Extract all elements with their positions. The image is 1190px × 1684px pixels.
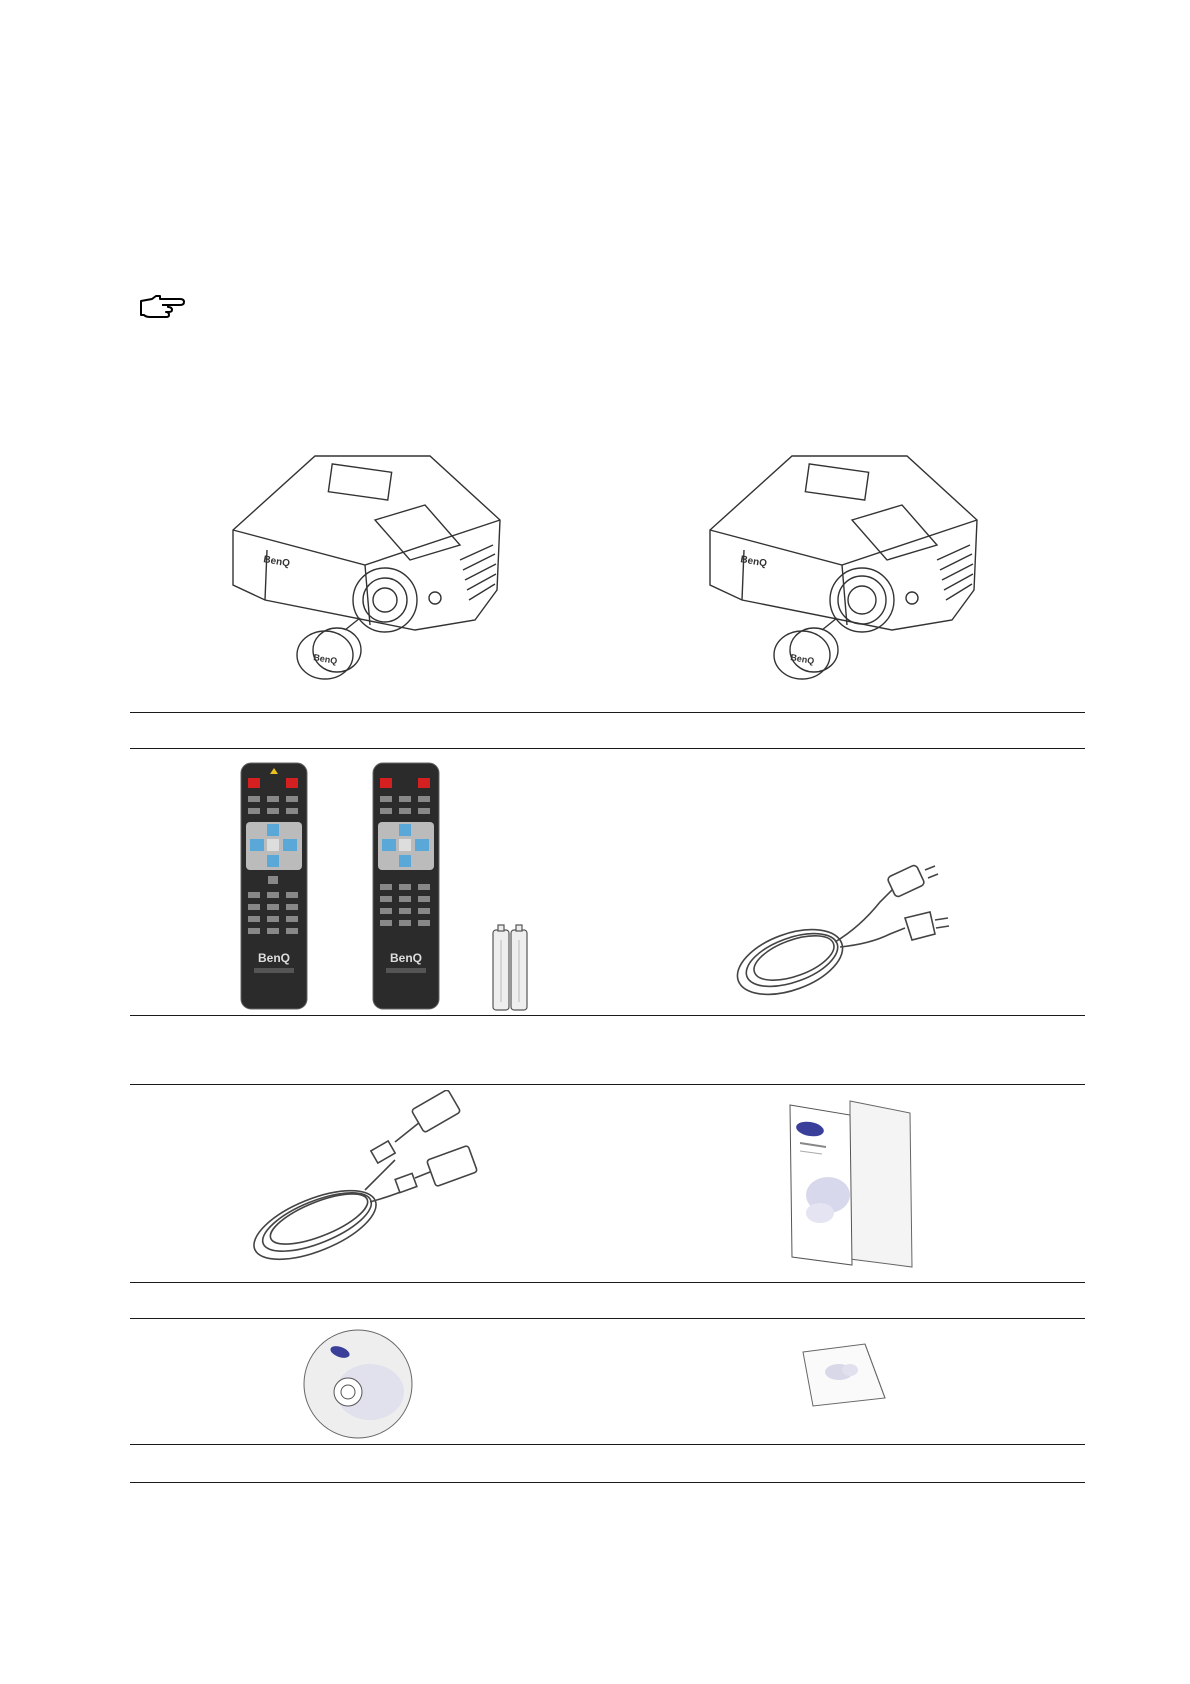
quick-start-guide-illustration	[780, 1095, 920, 1275]
vga-cable-illustration	[245, 1090, 485, 1265]
table-rule	[130, 712, 1085, 713]
table-rule	[130, 1015, 1085, 1016]
table-rule	[130, 1444, 1085, 1445]
remote-brand-b: BenQ	[389, 951, 423, 965]
svg-text:BenQ: BenQ	[262, 554, 291, 570]
projector-b-illustration	[702, 450, 987, 680]
manual-cd-illustration	[298, 1322, 416, 1440]
table-rule	[130, 748, 1085, 749]
table-rule	[130, 1084, 1085, 1085]
svg-text:BenQ: BenQ	[312, 652, 339, 667]
svg-text:BenQ: BenQ	[789, 652, 816, 667]
power-cord-illustration	[730, 862, 960, 1002]
warranty-card-illustration	[795, 1340, 895, 1410]
table-rule	[130, 1282, 1085, 1283]
pointing-hand-icon	[138, 293, 188, 321]
remote-control-b-illustration	[372, 762, 440, 1010]
remote-brand-a: BenQ	[257, 951, 291, 965]
projector-a-illustration	[225, 450, 510, 680]
table-rule	[130, 1318, 1085, 1319]
table-rule	[130, 1482, 1085, 1483]
svg-text:BenQ: BenQ	[739, 554, 768, 570]
remote-control-a-illustration	[240, 762, 308, 1010]
batteries-illustration	[490, 922, 530, 1012]
